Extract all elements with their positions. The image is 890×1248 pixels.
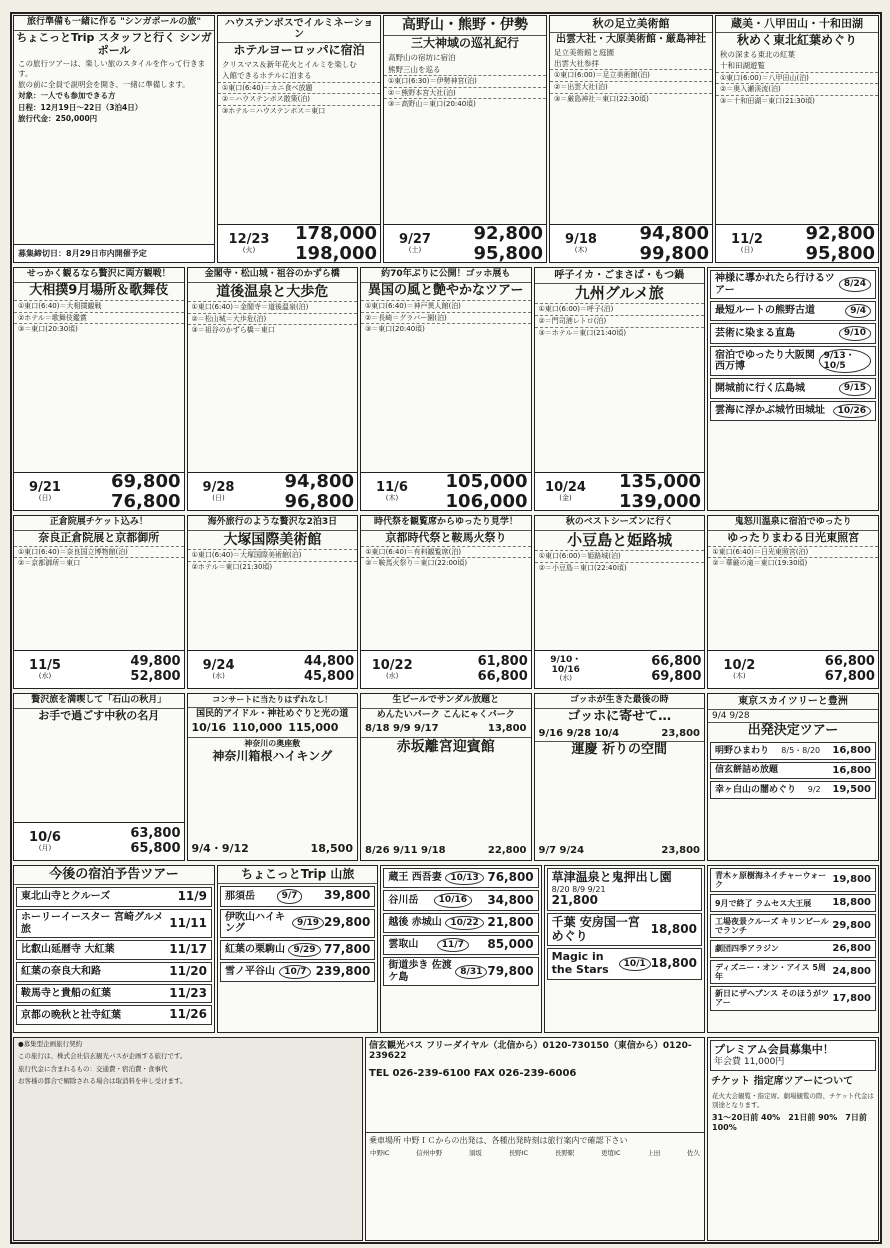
price-box bbox=[708, 650, 878, 688]
upcoming-item[interactable]: 京都の晩秋と社寺紅葉 11/26 bbox=[16, 1005, 212, 1025]
price-single: 139,000 bbox=[619, 490, 701, 511]
day-trip-item[interactable]: 雲海に浮かぶ城竹田城址 10/26 bbox=[710, 401, 876, 421]
price-box bbox=[188, 472, 358, 510]
card-subtitle: 運慶 祈りの空間 bbox=[535, 741, 705, 759]
mountain-item[interactable]: 蔵王 西吾妻 10/13 76,800 bbox=[383, 868, 538, 888]
price-box bbox=[384, 224, 546, 262]
price-twin: 66,800 bbox=[651, 654, 702, 670]
card-title: 贅沢旅を満喫して「石山の秋月」 bbox=[14, 694, 184, 709]
departure-date: 9/27 (土) bbox=[399, 232, 431, 254]
schedule: ②＝小豆島＝東口(22:40頃) bbox=[535, 562, 705, 574]
price-single: 106,000 bbox=[445, 490, 528, 511]
bus-tours bbox=[544, 865, 705, 1033]
card-subtitle: 国民的アイドル・神社めぐりと光の道 bbox=[196, 708, 349, 719]
confirmed-item[interactable]: 新日にザヘブンス そのほうがツアー 17,800 bbox=[710, 986, 876, 1010]
schedule: ①東口(6:30)＝伊勢神宮(泊) bbox=[384, 75, 546, 87]
confirmed-item[interactable]: 青木ヶ原樹海ネイチャーウォーク 19,800 bbox=[710, 868, 876, 892]
tour-card[interactable] bbox=[360, 693, 532, 861]
card-subtitle: 神奈川箱根ハイキング bbox=[212, 748, 333, 763]
price-twin: 49,800 bbox=[130, 654, 181, 670]
row-2 bbox=[12, 266, 880, 512]
schedule: ②＝華厳の滝＝東口(19:30頃) bbox=[708, 557, 878, 569]
row-5 bbox=[12, 864, 880, 1034]
price-twin: 94,800 bbox=[284, 470, 354, 492]
departure-date: 8/26 9/11 9/18 bbox=[365, 844, 446, 856]
stop: 信州中野 bbox=[416, 1149, 443, 1158]
confirmed-item[interactable]: 9月で終了 ラムセス大王展 18,800 bbox=[710, 894, 876, 912]
price-single: 67,800 bbox=[824, 668, 875, 684]
card-title: 蔵美・八甲田山・十和田湖 bbox=[716, 16, 878, 33]
tour-card[interactable] bbox=[13, 267, 185, 511]
schedule: ①東口(6:40)＝有料観覧席(泊) bbox=[361, 546, 531, 558]
bullet: クリスマス＆新年花火とイルミを楽しむ bbox=[222, 59, 357, 69]
departure-date: 9/28 (日) bbox=[202, 480, 235, 502]
section-title: 今後の宿泊予告ツアー bbox=[14, 866, 214, 885]
stop: 佐久 bbox=[686, 1149, 700, 1158]
membership[interactable]: プレミアム会員募集中！ 年会費 11,000円 bbox=[710, 1040, 876, 1071]
schedule: ③＝東口(20:40頃) bbox=[361, 323, 531, 335]
row-4 bbox=[12, 692, 880, 862]
card-title: 秋の足立美術館 bbox=[550, 16, 712, 33]
phone-fax[interactable]: TEL 026-239-6100 FAX 026-239-6006 bbox=[369, 1067, 577, 1079]
hike-item[interactable]: 伊吹山ハイキング 9/19 29,800 bbox=[220, 909, 375, 938]
confirmed-item[interactable]: 幸ヶ白山の闇めぐり 9/2 19,500 bbox=[710, 781, 876, 799]
price: 18,500 bbox=[310, 842, 353, 856]
card-subtitle: 道後温泉と大歩危 bbox=[216, 283, 329, 300]
price-box bbox=[535, 472, 705, 510]
stop: 須坂 bbox=[468, 1149, 482, 1158]
upcoming-item[interactable]: 東北山寺とクルーズ 11/9 bbox=[16, 887, 212, 907]
departure-date: 10/16 bbox=[191, 721, 227, 735]
card-title: コンサートに当たりはずれなし！ bbox=[188, 694, 358, 708]
terms-text: この旅行は、株式会社信玄観光バスが企画する旅行です。 bbox=[18, 1052, 187, 1061]
schedule: ③＝ホテル＝東口(21:40頃) bbox=[535, 327, 705, 339]
card-title: 秋のベストシーズンに行く bbox=[535, 516, 705, 531]
card-subtitle: ゆったりまわる日光東照宮 bbox=[727, 530, 860, 544]
schedule: ①東口(6:40)＝日光東照宮(泊) bbox=[708, 546, 878, 558]
price-twin: 69,800 bbox=[111, 470, 181, 492]
mountain-item[interactable]: 雲取山 11/7 85,000 bbox=[383, 935, 538, 955]
schedule: ②ホテル＝東口(21:30頃) bbox=[188, 561, 358, 573]
price-single: 115,000 bbox=[288, 721, 339, 735]
schedule: ①東口(6:40)＝奈良国立博物館(泊) bbox=[14, 546, 184, 558]
card-title: 生ビールでサンダル放題と bbox=[361, 694, 531, 709]
tour-card[interactable] bbox=[534, 267, 706, 511]
departure-date: 10/6 (月) bbox=[29, 830, 61, 852]
price-box bbox=[14, 650, 184, 688]
price-single: 198,000 bbox=[295, 242, 377, 263]
ticket-body: 花火大会観覧・指定席。劇場観覧の際、チケット代金は別途となります。 bbox=[712, 1092, 874, 1109]
schedule: ②＝長崎＝グラバー園(泊) bbox=[361, 312, 531, 324]
schedule: ③＝十和田湖＝東口(21:30頃) bbox=[716, 95, 878, 107]
price-box bbox=[535, 650, 705, 688]
tour-card[interactable] bbox=[715, 15, 879, 263]
day-trip-list bbox=[707, 267, 879, 511]
bullet: 高野山の宿坊に宿泊 bbox=[388, 53, 456, 63]
schedule: ③＝高野山＝東口(20:40頃) bbox=[384, 98, 546, 110]
price-twin: 92,800 bbox=[473, 222, 543, 244]
bullet: 十和田湖遊覧 bbox=[720, 61, 765, 71]
price-single: 65,800 bbox=[130, 840, 181, 856]
departure-date: 9/21 (日) bbox=[29, 480, 61, 502]
price-single: 69,800 bbox=[651, 668, 702, 684]
terms-box bbox=[13, 1037, 363, 1241]
confirmed-tours-continued bbox=[707, 865, 879, 1033]
price-single: 66,800 bbox=[477, 668, 528, 684]
bus-item[interactable]: Magic in the Stars 10/1 18,800 bbox=[547, 948, 702, 979]
bullet: 出雲大社参拝 bbox=[554, 58, 599, 68]
tour-card[interactable] bbox=[187, 267, 359, 511]
stop: 長野駅 bbox=[554, 1149, 575, 1158]
departure-date: 9/10・10/16 (水) bbox=[550, 655, 582, 683]
hike-item[interactable]: 雪ノ平谷山 10/7 239,800 bbox=[220, 962, 375, 982]
schedule: ②＝鞍馬火祭り＝東口(22:00頃) bbox=[361, 557, 531, 569]
card-subtitle: ゴッホに寄せて… bbox=[567, 708, 672, 724]
departure-date: 10/24 (金) bbox=[545, 480, 586, 502]
card-subtitle: 秋めく東北紅葉めぐり bbox=[736, 33, 857, 48]
card-title: 約70年ぶりに公開！ゴッホ展も bbox=[361, 268, 531, 283]
price-single: 95,800 bbox=[805, 242, 875, 263]
price-single: 95,800 bbox=[473, 242, 543, 263]
tour-card[interactable] bbox=[360, 267, 532, 511]
price-box bbox=[218, 224, 380, 262]
price: 23,800 bbox=[661, 727, 700, 739]
upcoming-item[interactable]: ホーリーイースター 宮崎グルメ旅 11/11 bbox=[16, 909, 212, 938]
cancel-fees: 31〜20日前 40% 21日前 90% 7日前 100% bbox=[712, 1113, 867, 1132]
bullet: 入館できるホテルに泊まる bbox=[222, 71, 312, 81]
card-subtitle: 京都時代祭と鞍馬火祭り bbox=[385, 530, 507, 544]
confirmed-item[interactable]: 信玄餅詰め放題 16,800 bbox=[710, 762, 876, 780]
price-box bbox=[14, 472, 184, 510]
bullet: この旅行ツアーは、楽しい旅のスタイルを作って行きます。 bbox=[18, 59, 206, 78]
card-title: 東京スカイツリーと豊洲 bbox=[708, 694, 878, 710]
departure-date: 9/24 (水) bbox=[202, 658, 235, 680]
tour-card[interactable] bbox=[707, 515, 879, 689]
card-subtitle: 奈良正倉院展と京都御所 bbox=[38, 530, 160, 544]
day-trip-item[interactable]: 最短ルートの熊野古道 9/4 bbox=[710, 301, 876, 321]
company-contact[interactable]: 信玄観光バス フリーダイヤル（北信から）0120-730150（東信から）0120-239622 bbox=[369, 1041, 692, 1062]
departure-date: 11/2 (日) bbox=[731, 232, 763, 254]
day-trip-item[interactable]: 宿泊でゆったり大阪関西万博 9/13・10/5 bbox=[710, 346, 876, 377]
day-trip-item[interactable]: 開城前に行く広島城 9/15 bbox=[710, 378, 876, 398]
page bbox=[10, 12, 882, 1244]
card-title: 時代祭を観覧席からゆったり見学！ bbox=[361, 516, 531, 531]
departure-date: 9/4 9/28 bbox=[712, 711, 750, 721]
terms-text: お客様の都合で解除される場合は取消料を申し受けます。 bbox=[18, 1077, 187, 1086]
schedule: ②＝ハウステンボス散策(泊) bbox=[218, 93, 380, 105]
bullet: 熊野三山を巡る bbox=[388, 64, 441, 74]
tour-card[interactable] bbox=[13, 693, 185, 861]
stop: 中野IC bbox=[370, 1149, 390, 1158]
schedule: ①東口(6:00)＝姫路城(泊) bbox=[535, 550, 705, 562]
departure-date: 9/7 9/24 bbox=[538, 844, 585, 856]
detail: 日程：12月19日〜22日（3泊4日） bbox=[18, 102, 143, 112]
departure-date: 11/6 (木) bbox=[376, 480, 408, 502]
upcoming-item[interactable]: 比叡山延暦寺 大紅葉 11/17 bbox=[16, 940, 212, 960]
hike-item[interactable]: 那須岳 9/7 39,800 bbox=[220, 886, 375, 906]
card-subtitle: お手で過ごす中秋の名月 bbox=[38, 708, 160, 722]
terms-text: 旅行代金に含まれるもの：交通費・宿泊費・食事代 bbox=[18, 1064, 168, 1073]
card-subtitle: 三大神域の巡礼紀行 bbox=[410, 36, 519, 51]
card-subtitle: ちょこっとTrip スタッフと行く シンガポール bbox=[16, 30, 212, 57]
confirmed-item[interactable]: 工場夜景クルーズ キリンビールでランチ 29,800 bbox=[710, 914, 876, 938]
tour-card[interactable] bbox=[217, 15, 381, 263]
price-single: 76,800 bbox=[111, 490, 181, 511]
bus-item[interactable]: 草津温泉と鬼押出し園 8/20 8/9 9/21 21,800 bbox=[547, 868, 702, 911]
schedule: ①東口(6:00)＝呼子(泊) bbox=[535, 303, 705, 315]
tour-card[interactable] bbox=[360, 515, 532, 689]
terms-text: ●募集型企画旅行契約 bbox=[18, 1040, 83, 1048]
bullet: 足立美術館と庭園 bbox=[554, 47, 614, 57]
schedule: ②＝松山城＝大歩危(泊) bbox=[188, 313, 358, 325]
schedule: ①東口(6:00)＝足立美術館(泊) bbox=[550, 69, 712, 81]
schedule: ①東口(6:40)＝大相撲観戦 bbox=[14, 300, 184, 312]
card-title: 高野山・熊野・伊勢 bbox=[384, 16, 546, 36]
schedule: ②＝奥入瀬渓流(泊) bbox=[716, 83, 878, 95]
departure-date: 8/18 9/9 9/17 bbox=[365, 723, 439, 735]
bus-item[interactable]: 千葉 安房国一宮めぐり 18,800 bbox=[547, 913, 702, 947]
row-3 bbox=[12, 514, 880, 690]
tour-card[interactable] bbox=[187, 693, 359, 861]
card-subtitle: 小豆島と姫路城 bbox=[567, 530, 673, 549]
card-title: 旅行準備も一緒に作る "シンガポールの旅" bbox=[14, 16, 214, 31]
section-title: 出発決定ツアー bbox=[708, 722, 878, 740]
day-trip-item[interactable]: 神様に導かれたら行けるツアー 8/24 bbox=[710, 270, 876, 299]
card-title: ゴッホが生きた最後の時 bbox=[535, 694, 705, 709]
price-box bbox=[361, 650, 531, 688]
tour-card[interactable] bbox=[13, 515, 185, 689]
upcoming-item[interactable]: 鞍馬寺と貴船の紅葉 11/23 bbox=[16, 984, 212, 1004]
price: 13,800 bbox=[487, 723, 527, 735]
card-subtitle: 異国の風と艶やかなツアー bbox=[367, 282, 524, 298]
card-title: せっかく観るなら贅沢に両方観戦！ bbox=[14, 268, 184, 283]
price-twin: 110,000 bbox=[232, 721, 283, 735]
bullet: 旅の前に全員で説明会を開き、一緒に準備します。 bbox=[18, 79, 190, 89]
singapore-card[interactable] bbox=[13, 15, 215, 263]
card-title: 呼子イカ・ごまさば・もつ鍋 bbox=[535, 268, 705, 284]
price-box bbox=[188, 650, 358, 688]
card-subtitle: 出雲大社・大原美術館・厳島神社 bbox=[556, 34, 706, 46]
price-twin: 66,800 bbox=[824, 654, 875, 670]
departure-date: 12/23 (火) bbox=[228, 232, 270, 254]
pickup-info: 乗車場所 中野ＩＣからの出発は、各種出発時刻は旅行案内で確認下さい bbox=[366, 1132, 704, 1148]
confirmed-item[interactable]: ディズニー・オン・アイス 5周年 24,800 bbox=[710, 960, 876, 984]
price-twin: 135,000 bbox=[619, 470, 701, 492]
row-1 bbox=[12, 14, 880, 264]
bullet: 秋の深まる東北の紅葉 bbox=[720, 49, 795, 59]
upcoming-item[interactable]: 紅葉の奈良大和路 11/20 bbox=[16, 962, 212, 982]
price-single: 45,800 bbox=[304, 668, 355, 684]
card-subtitle: 大相撲9月場所＆歌舞伎 bbox=[29, 282, 169, 298]
contact-box bbox=[365, 1037, 705, 1241]
price-twin: 92,800 bbox=[805, 222, 875, 244]
ticket-title: チケット 指定席ツアーについて bbox=[711, 1075, 854, 1087]
card-subtitle: ホテルヨーロッパに宿泊 bbox=[233, 43, 365, 57]
card-title: 鬼怒川温泉に宿泊でゆったり bbox=[708, 516, 878, 531]
price-box bbox=[361, 472, 531, 510]
detail: 旅行代金：250,000円 bbox=[18, 114, 98, 124]
section-title: ちょこっとTrip 山旅 bbox=[218, 866, 377, 884]
schedule: ②ホテル＝歌舞伎鑑賞 bbox=[14, 312, 184, 324]
mountain-item[interactable]: 街道歩き 佐渡ケ島 8/31 79,800 bbox=[383, 957, 538, 986]
price-single: 96,800 bbox=[284, 490, 354, 511]
price-single: 52,800 bbox=[130, 668, 181, 684]
confirmed-tours bbox=[707, 693, 879, 861]
stop: 更埴IC bbox=[601, 1149, 621, 1158]
card-title: 金閣寺・松山城・祖谷のかずら橋 bbox=[188, 268, 358, 283]
hiking-tours bbox=[217, 865, 378, 1033]
schedule: ③＝祖谷のかずら橋＝東口 bbox=[188, 324, 358, 336]
price-twin: 105,000 bbox=[445, 470, 528, 492]
schedule: ①東口(6:00)＝八甲田山(泊) bbox=[716, 72, 878, 84]
detail: 対象：一人でも参加できる方 bbox=[18, 91, 116, 101]
departure-date: 10/2 (木) bbox=[723, 658, 756, 680]
schedule: ②＝出雲大社(泊) bbox=[550, 81, 712, 93]
upcoming-tours bbox=[13, 865, 215, 1033]
price-box bbox=[550, 224, 712, 262]
departure-date: 10/22 (水) bbox=[371, 658, 413, 680]
tour-card[interactable] bbox=[549, 15, 713, 263]
day-trip-item[interactable]: 芸術に染まる直島 9/10 bbox=[710, 323, 876, 343]
schedule: ③ホテル＝ハウステンボス＝東口 bbox=[218, 105, 380, 117]
schedule: ①東口(6:40)＝金閣寺＝道後温泉(泊) bbox=[188, 301, 358, 313]
price-box bbox=[14, 822, 184, 860]
deadline: 募集締切日：8月29日市内開催予定 bbox=[14, 244, 214, 262]
stop: 上田 bbox=[647, 1149, 661, 1158]
price-twin: 178,000 bbox=[295, 222, 377, 244]
price-twin: 94,800 bbox=[639, 222, 709, 244]
departure-date: 11/5 (水) bbox=[29, 658, 61, 680]
schedule: ③＝厳島神社＝東口(22:30頃) bbox=[550, 93, 712, 105]
mountain-tours bbox=[380, 865, 541, 1033]
tour-card[interactable] bbox=[534, 693, 706, 861]
member-box bbox=[707, 1037, 879, 1241]
card-title: 正倉院展チケット込み！ bbox=[14, 516, 184, 531]
schedule: ②＝熊野本宮大社(泊) bbox=[384, 87, 546, 99]
mountain-item[interactable]: 谷川岳 10/16 34,800 bbox=[383, 890, 538, 910]
hike-item[interactable]: 紅葉の栗駒山 9/29 77,800 bbox=[220, 940, 375, 960]
price: 22,800 bbox=[487, 844, 527, 856]
card-subtitle: 九州グルメ旅 bbox=[574, 284, 664, 302]
departure-date: 9/18 (木) bbox=[565, 232, 597, 254]
tour-card[interactable] bbox=[534, 515, 706, 689]
card-subtitle: めんたいパーク こんにゃくパーク bbox=[376, 709, 515, 720]
card-subtitle: 神奈川の奥座敷 bbox=[188, 737, 358, 749]
confirmed-item[interactable]: 劇団四季アラジン 26,800 bbox=[710, 940, 876, 958]
schedule: ①東口(6:40)＝大塚国際美術館(泊) bbox=[188, 549, 358, 561]
departure-date: 9/4・9/12 bbox=[191, 842, 249, 856]
card-subtitle: 大塚国際美術館 bbox=[223, 531, 322, 548]
stop: 長野IC bbox=[508, 1149, 529, 1158]
price: 23,800 bbox=[661, 844, 700, 856]
schedule: ②＝門司港レトロ(泊) bbox=[535, 315, 705, 327]
mountain-item[interactable]: 越後 赤城山 10/22 21,800 bbox=[383, 913, 538, 933]
schedule: ①東口(6:40)＝神戸異人館(泊) bbox=[361, 300, 531, 312]
stop-list bbox=[366, 1148, 704, 1159]
schedule: ①東口(6:40)＝カニ食べ放題 bbox=[218, 82, 380, 94]
card-title: ハウステンボスでイルミネーション bbox=[218, 16, 380, 43]
schedule: ②＝京都御所＝東口 bbox=[14, 557, 184, 569]
tour-card[interactable] bbox=[383, 15, 547, 263]
confirmed-item[interactable]: 明野ひまわり 8/5・8/20 16,800 bbox=[710, 742, 876, 760]
departure-date: 9/16 9/28 10/4 bbox=[538, 727, 620, 739]
price-twin: 61,800 bbox=[477, 654, 528, 670]
card-subtitle: 赤坂離宮迎賓館 bbox=[361, 737, 531, 756]
tour-card[interactable] bbox=[187, 515, 359, 689]
price-twin: 63,800 bbox=[130, 826, 181, 842]
card-title: 海外旅行のような贅沢な2泊3日 bbox=[188, 516, 358, 531]
price-single: 99,800 bbox=[639, 242, 709, 263]
price-twin: 44,800 bbox=[304, 654, 355, 670]
schedule: ③＝東口(20:30頃) bbox=[14, 323, 184, 335]
footer bbox=[12, 1036, 880, 1242]
price-box bbox=[716, 224, 878, 262]
